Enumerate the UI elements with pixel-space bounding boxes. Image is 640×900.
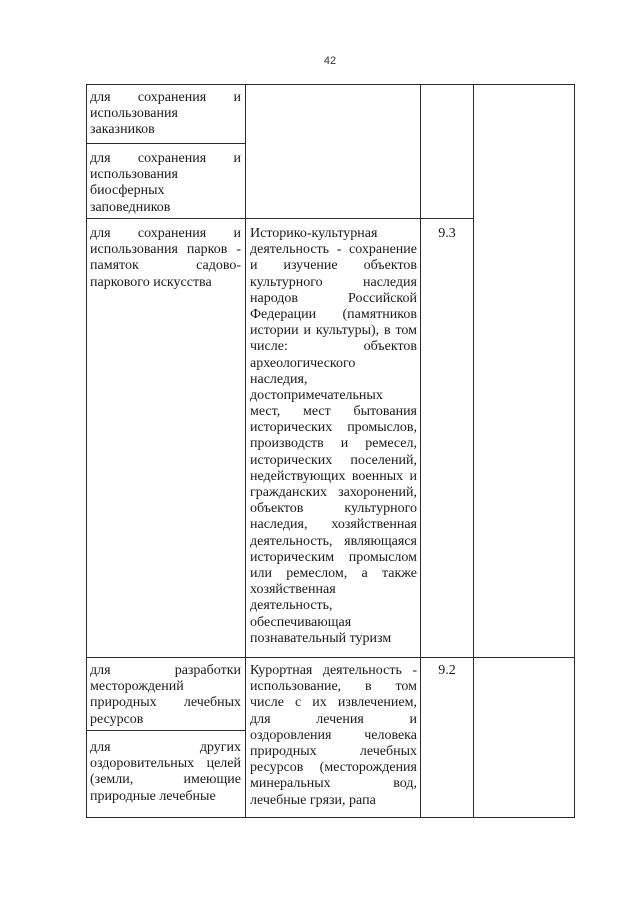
word: - [412, 663, 417, 678]
word: лечения [316, 711, 364, 727]
row-divider-2 [86, 657, 575, 658]
table-border-col1 [245, 84, 246, 818]
text-line: заповедников [90, 199, 171, 215]
text-line [90, 151, 241, 167]
text-line [90, 242, 241, 258]
text-line [90, 772, 241, 788]
activity-description [250, 226, 417, 647]
table-border-right [574, 84, 575, 818]
word: числе: [250, 339, 288, 355]
word: сохранение [349, 242, 417, 258]
text-line [90, 90, 241, 106]
text-line: паркового искусства [90, 274, 212, 290]
text-line: лечебные грязи, рапа [250, 792, 376, 808]
word: производств [250, 436, 324, 452]
text-line [250, 323, 417, 339]
word: сохранения [137, 226, 207, 241]
word: бытования [353, 404, 417, 420]
word: минеральных [250, 776, 331, 792]
text-line [250, 517, 417, 533]
text-line: использования [90, 167, 178, 183]
text-line: заказников [90, 122, 155, 138]
word: садово- [196, 258, 241, 274]
word: сохранения [137, 90, 207, 105]
word: для [90, 663, 111, 678]
word: том [395, 323, 417, 339]
text-line [250, 695, 417, 711]
word: гражданских [250, 485, 327, 500]
word: природных [250, 743, 317, 759]
word: а [361, 565, 368, 581]
word: истории [250, 323, 299, 339]
word: и [340, 436, 349, 452]
text-line [90, 695, 241, 711]
word: и [409, 711, 417, 727]
text-line [250, 728, 417, 744]
word: поселений, [350, 452, 417, 468]
purpose-cell [90, 226, 241, 291]
text-line: хозяйственная [250, 582, 336, 598]
text-line: Историко-культурная [250, 226, 378, 241]
word: сохранения [137, 151, 207, 166]
word: захоронений, [338, 485, 417, 500]
word: хозяйственная [331, 517, 417, 533]
text-line [250, 242, 417, 258]
word: историческим [250, 549, 335, 565]
word: - [236, 242, 241, 258]
word: и [233, 151, 241, 166]
text-line [250, 534, 417, 550]
word: для [90, 151, 111, 166]
word: и [250, 258, 258, 274]
text-line [250, 776, 417, 792]
word: деятельность [250, 242, 330, 258]
word: и [233, 226, 241, 241]
text-line [250, 420, 417, 436]
text-line [250, 566, 417, 582]
text-line [250, 744, 417, 760]
page-number: 42 [323, 55, 337, 67]
text-line [250, 404, 417, 420]
word: их [312, 695, 327, 711]
text-line [250, 339, 417, 355]
text-line: ресурсов [90, 711, 144, 727]
word: в [383, 323, 391, 339]
word: культурного [250, 274, 323, 290]
text-line: археологического [250, 355, 356, 371]
word: разработки [174, 663, 241, 678]
word: культуры), [315, 323, 380, 339]
row1-subcell-divider [86, 143, 246, 144]
word: также [381, 565, 417, 581]
word: использование, [250, 679, 342, 695]
text-line: деятельность, [250, 598, 333, 614]
word: (месторождения [319, 760, 417, 776]
table-border-left [86, 84, 87, 818]
row3-subcell-divider [86, 730, 246, 731]
text-line: обеспечивающая [250, 614, 352, 630]
word: том [395, 679, 417, 695]
word: деятельность [322, 663, 402, 678]
text-line [250, 307, 417, 323]
word: мест [302, 404, 331, 420]
word: изучение [283, 258, 338, 274]
word: культурного [344, 501, 417, 517]
text-line [250, 485, 417, 501]
text-line [90, 258, 241, 274]
activity-description [250, 663, 417, 809]
table-border-bottom [86, 817, 575, 818]
table-border-col3 [473, 84, 474, 818]
word: использования [90, 242, 178, 258]
word: являющаяся [344, 533, 417, 549]
text-line [250, 712, 417, 728]
text-line: познавательный туризм [250, 630, 392, 646]
text-line [250, 453, 417, 469]
text-line: достопримечательных [250, 387, 383, 403]
word: оздоровления [250, 727, 332, 743]
text-line: наследия, [250, 371, 308, 387]
text-line [250, 469, 417, 485]
text-line [250, 760, 417, 776]
word: ресурсов [250, 760, 304, 776]
table-border-col2 [420, 84, 421, 818]
word: целей [206, 756, 241, 772]
purpose-cell [90, 663, 241, 728]
word: извлечением, [337, 695, 417, 711]
purpose-cell [90, 151, 241, 216]
word: для [90, 226, 111, 241]
text-line [250, 291, 417, 307]
text-line [250, 501, 417, 517]
word: и [409, 468, 417, 484]
word: наследия, [250, 517, 308, 533]
table-border-top [86, 84, 575, 85]
word: и [233, 90, 241, 105]
word: народов [250, 290, 299, 306]
word: объектов [363, 339, 417, 355]
text-line: природные лечебные [90, 788, 216, 804]
word: мест, [250, 404, 281, 420]
word: лечебных [183, 695, 241, 711]
text-line [90, 756, 241, 772]
word: исторических [250, 420, 333, 436]
word: числе [250, 695, 284, 711]
word: объектов [250, 501, 304, 517]
word: Российской [348, 290, 417, 306]
text-line [90, 663, 241, 679]
word: для [250, 711, 271, 727]
text-line [90, 226, 241, 242]
word: (земли, [90, 772, 134, 788]
text-line [250, 258, 417, 274]
word: в [365, 679, 372, 695]
word: для [90, 90, 111, 105]
word: человека [364, 727, 417, 743]
text-line [250, 436, 417, 452]
word: оздоровительных [90, 756, 195, 772]
text-line [250, 679, 417, 695]
word: парков [186, 242, 228, 258]
word: и [303, 323, 311, 339]
word: природных [90, 695, 157, 711]
row-divider-1 [86, 218, 474, 219]
word: исторических [250, 452, 333, 468]
word: имеющие [183, 772, 241, 788]
classification-code: 9.3 [438, 226, 456, 241]
word: или [250, 565, 272, 581]
purpose-cell [90, 740, 241, 805]
word: с [295, 695, 302, 711]
text-line: биосферных [90, 183, 165, 199]
word: - [336, 242, 342, 258]
word: Курортная [250, 663, 313, 678]
classification-code: 9.2 [438, 663, 456, 678]
word: объектов [363, 258, 417, 274]
word: вод, [393, 776, 417, 792]
word: (памятников [342, 306, 417, 322]
text-line: использования [90, 106, 178, 122]
text-line: месторождений [90, 679, 184, 695]
purpose-cell [90, 90, 241, 139]
word: военных [351, 468, 404, 484]
word: других [199, 740, 241, 755]
word: промыслов, [347, 420, 417, 436]
word: ремесел, [365, 436, 417, 452]
word: лечебных [359, 743, 417, 759]
text-line [90, 740, 241, 756]
word: наследия [363, 274, 417, 290]
word: промыслом [348, 549, 417, 565]
word: памяток [90, 258, 139, 274]
word: ремеслом, [286, 565, 348, 581]
word: недействующих [250, 468, 346, 484]
text-line [250, 550, 417, 566]
word: для [90, 740, 111, 755]
text-line [250, 663, 417, 679]
word: деятельность, [250, 533, 333, 549]
text-line [250, 275, 417, 291]
word: Федерации [250, 306, 317, 322]
